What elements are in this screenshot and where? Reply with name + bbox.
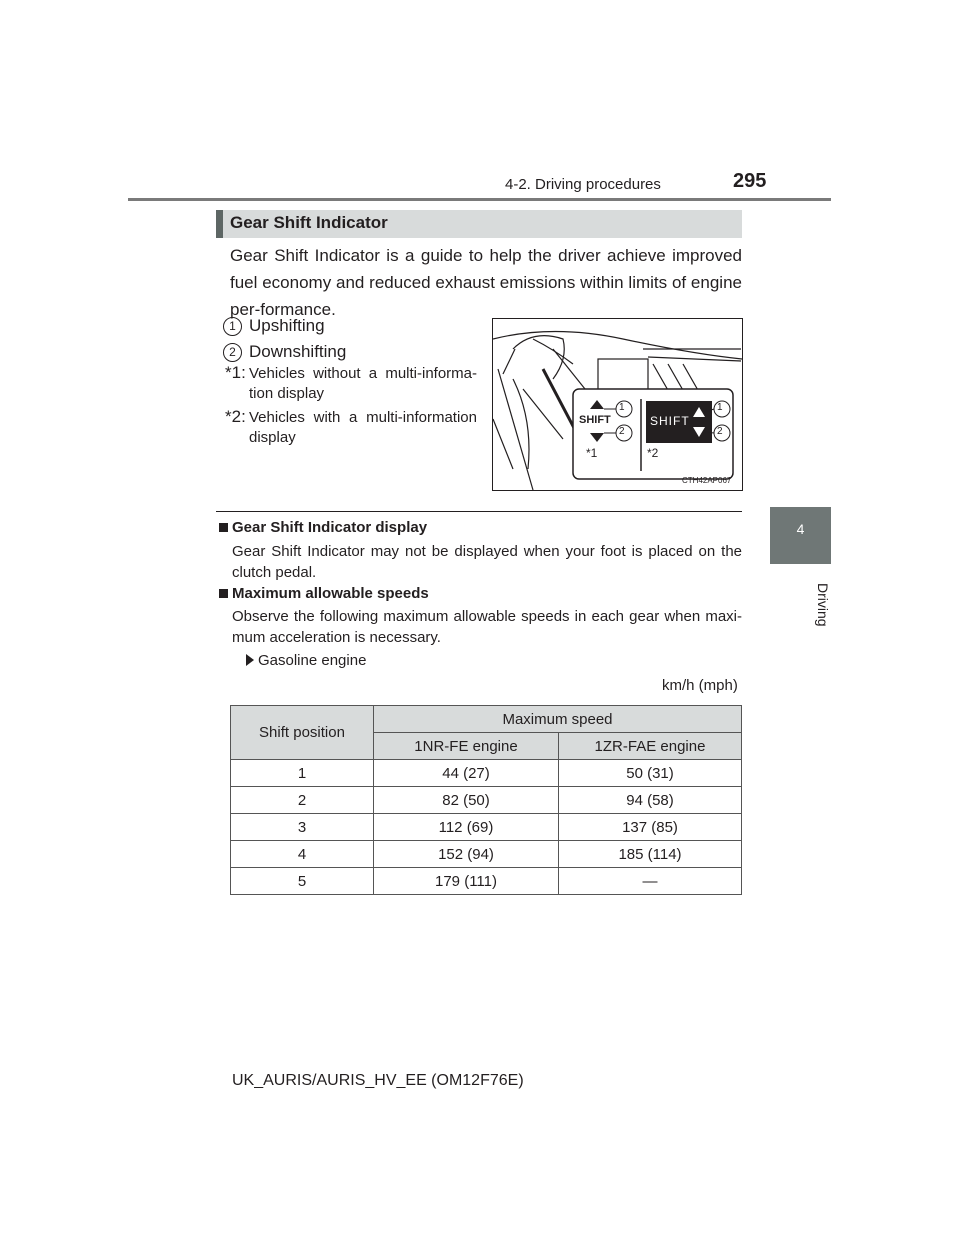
callout-2b: 2 [717, 426, 723, 437]
shift-text-left: SHIFT [579, 414, 611, 426]
speeds-text: Observe the following maximum allowable speeds in each gear when maxi-mum acceleration is necessary. [232, 608, 742, 646]
square-bullet-icon [219, 589, 228, 598]
section-heading-bar [216, 210, 223, 238]
section-breadcrumb: 4-2. Driving procedures [505, 176, 661, 193]
table-row [231, 868, 742, 895]
chapter-number: 4 [796, 521, 805, 537]
variant-mark-1: *1 [586, 446, 598, 460]
display-heading: Gear Shift Indicator display [232, 519, 428, 536]
cell-1zr: 94 (58) [559, 787, 742, 814]
cell-1nr: 82 (50) [374, 787, 559, 814]
cell-pos: 3 [231, 814, 374, 841]
table-row [231, 787, 742, 814]
speeds-heading: Maximum allowable speeds [232, 585, 429, 602]
cell-1zr: — [559, 868, 742, 895]
chapter-label: Driving [815, 583, 831, 627]
item-number-2: 2 [223, 343, 242, 362]
note-text-2: Vehicles with a multi-information display [249, 409, 477, 446]
section-title: Gear Shift Indicator [230, 213, 388, 232]
header-divider [128, 198, 831, 201]
square-bullet-icon [219, 523, 228, 532]
cell-1nr: 152 (94) [374, 841, 559, 868]
item-number-1: 1 [223, 317, 242, 336]
cell-pos: 5 [231, 868, 374, 895]
dashboard-illustration [492, 318, 743, 491]
dashboard-drawing [493, 319, 742, 490]
section-divider [216, 511, 742, 512]
engine-bullet: Gasoline engine [258, 652, 367, 669]
col-engine-1zr: 1ZR-FAE engine [559, 733, 742, 760]
cell-1nr: 179 (111) [374, 868, 559, 895]
cell-1zr: 137 (85) [559, 814, 742, 841]
cell-1zr: 185 (114) [559, 841, 742, 868]
page-number: 295 [733, 170, 767, 192]
shift-text-right: SHIFT [650, 414, 690, 428]
callout-1b: 1 [717, 402, 723, 413]
triangle-bullet-icon [246, 654, 254, 666]
display-text: Gear Shift Indicator may not be displayed when your foot is placed on the clutch pedal. [232, 543, 742, 581]
cell-1nr: 112 (69) [374, 814, 559, 841]
note-mark-1: *1: [225, 363, 246, 382]
table-row [231, 814, 742, 841]
note-mark-2: *2: [225, 407, 246, 426]
col-shift-position: Shift position [231, 706, 374, 760]
cell-1zr: 50 (31) [559, 760, 742, 787]
callout-2a: 2 [619, 426, 625, 437]
table-row [231, 841, 742, 868]
item-label-downshifting: Downshifting [249, 342, 347, 361]
note-text-1: Vehicles without a multi-informa-tion display [249, 365, 477, 402]
cell-pos: 4 [231, 841, 374, 868]
table-row [231, 760, 742, 787]
cell-pos: 2 [231, 787, 374, 814]
col-engine-1nr: 1NR-FE engine [374, 733, 559, 760]
cell-pos: 1 [231, 760, 374, 787]
units-label: km/h (mph) [662, 677, 738, 694]
max-speed-table [230, 705, 742, 895]
illustration-code: CTH42AP067 [682, 476, 732, 485]
chapter-label-wrap [770, 575, 831, 635]
variant-mark-2: *2 [647, 446, 659, 460]
intro-paragraph: Gear Shift Indicator is a guide to help the driver achieve improved fuel economy and reduced exhaust emissions within limits of engine per-formance. [230, 246, 742, 319]
callout-1a: 1 [619, 402, 625, 413]
col-max-speed: Maximum speed [374, 706, 742, 733]
document-code: UK_AURIS/AURIS_HV_EE (OM12F76E) [232, 1072, 524, 1089]
item-label-upshifting: Upshifting [249, 316, 325, 335]
cell-1nr: 44 (27) [374, 760, 559, 787]
